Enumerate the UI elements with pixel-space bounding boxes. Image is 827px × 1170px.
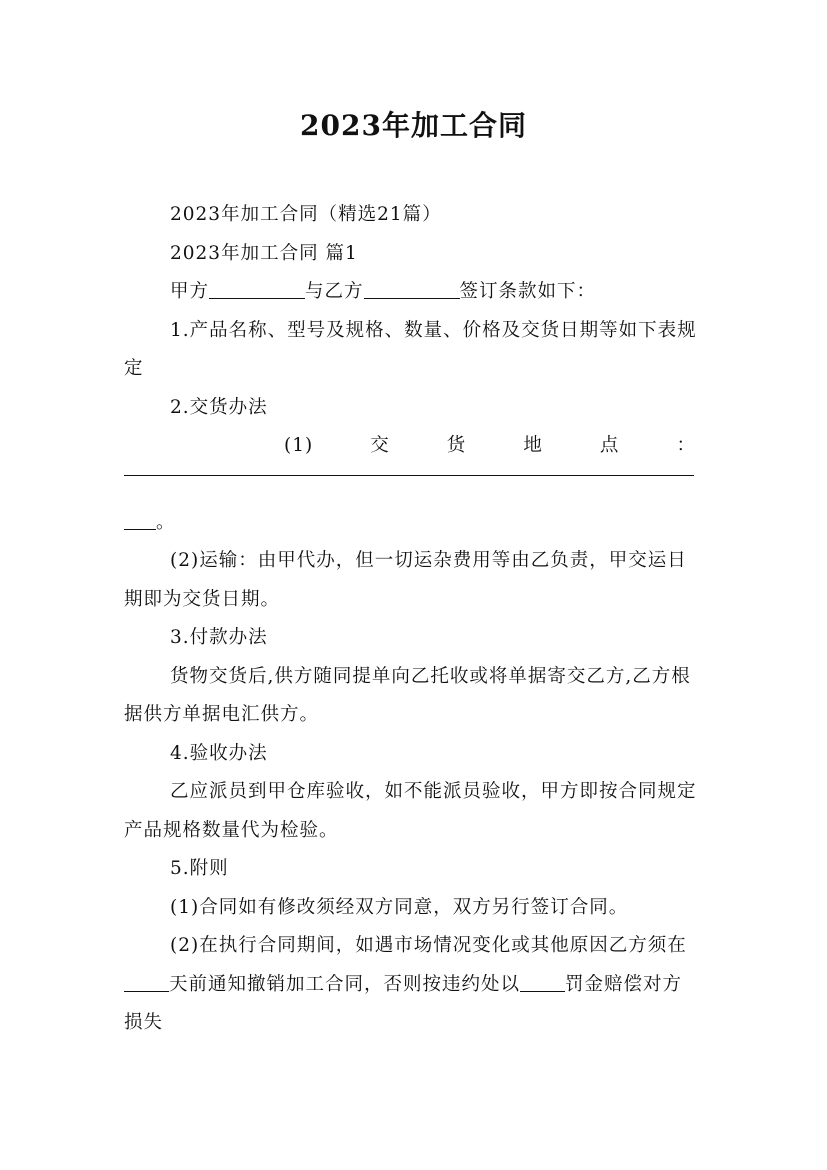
clause-2-place-line bbox=[124, 427, 696, 466]
party-b-label: 与乙方 bbox=[305, 281, 364, 302]
place-blank-line bbox=[124, 466, 700, 504]
clause-2-heading: 2.交货办法 bbox=[170, 396, 268, 418]
place-token: (1) bbox=[284, 435, 314, 456]
clause-5-item-1: (1)合同如有修改须经双方同意，双方另行签订合同。 bbox=[170, 896, 629, 918]
document-title: 2023年加工合同 bbox=[300, 109, 527, 142]
place-blank-tail bbox=[124, 507, 156, 530]
parties-line bbox=[124, 273, 700, 312]
clause-4-body: 乙应派员到甲仓库验收，如不能派员验收，甲方即按合同规定产品规格数量代为检验。 bbox=[124, 781, 697, 841]
clause-5-item-2 bbox=[124, 927, 700, 1043]
clause-1: 1.产品名称、型号及规格、数量、价格及交货日期等如下表规定 bbox=[124, 319, 697, 379]
penalty-blank bbox=[520, 969, 565, 992]
place-token: ： bbox=[676, 435, 696, 456]
party-a-label: 甲方 bbox=[170, 281, 210, 302]
clause-4-heading: 4.验收办法 bbox=[170, 742, 268, 764]
clause-3-heading: 3.付款办法 bbox=[170, 627, 268, 648]
document-body bbox=[124, 196, 700, 1043]
place-token: 点 bbox=[599, 435, 620, 456]
clause-2-transport: (2)运输：由甲代办，但一切运杂费用等由乙负责，甲交运日期即为交货日期。 bbox=[124, 550, 687, 610]
place-token: 货 bbox=[446, 435, 467, 456]
place-token: 地 bbox=[523, 435, 543, 456]
clause-5-item-2-part-c: 罚金赔偿对方损失 bbox=[124, 973, 683, 1033]
days-blank bbox=[124, 969, 169, 992]
clause-5-item-2-part-b: 天前通知撤销加工合同，否则按违约处以 bbox=[169, 973, 521, 995]
place-blank-end bbox=[124, 504, 700, 543]
clause-5-heading: 5.附则 bbox=[170, 858, 229, 879]
party-a-blank bbox=[209, 276, 305, 299]
clause-5-item-2-part-a: (2)在执行合同期间，如遇市场情况变化或其他原因乙方须在 bbox=[170, 935, 687, 956]
place-end-mark: 。 bbox=[156, 511, 176, 533]
party-b-blank bbox=[364, 276, 460, 299]
parties-line-end: 签订条款如下： bbox=[459, 281, 597, 302]
document-subtitle: 2023年加工合同（精选21篇） bbox=[170, 204, 442, 225]
clause-3-body: 货物交货后,供方随同提单向乙托收或将单据寄交乙方,乙方根据供方单据电汇供方。 bbox=[124, 665, 691, 725]
place-token: 交 bbox=[370, 435, 390, 456]
section-heading: 2023年加工合同 篇1 bbox=[170, 242, 358, 264]
